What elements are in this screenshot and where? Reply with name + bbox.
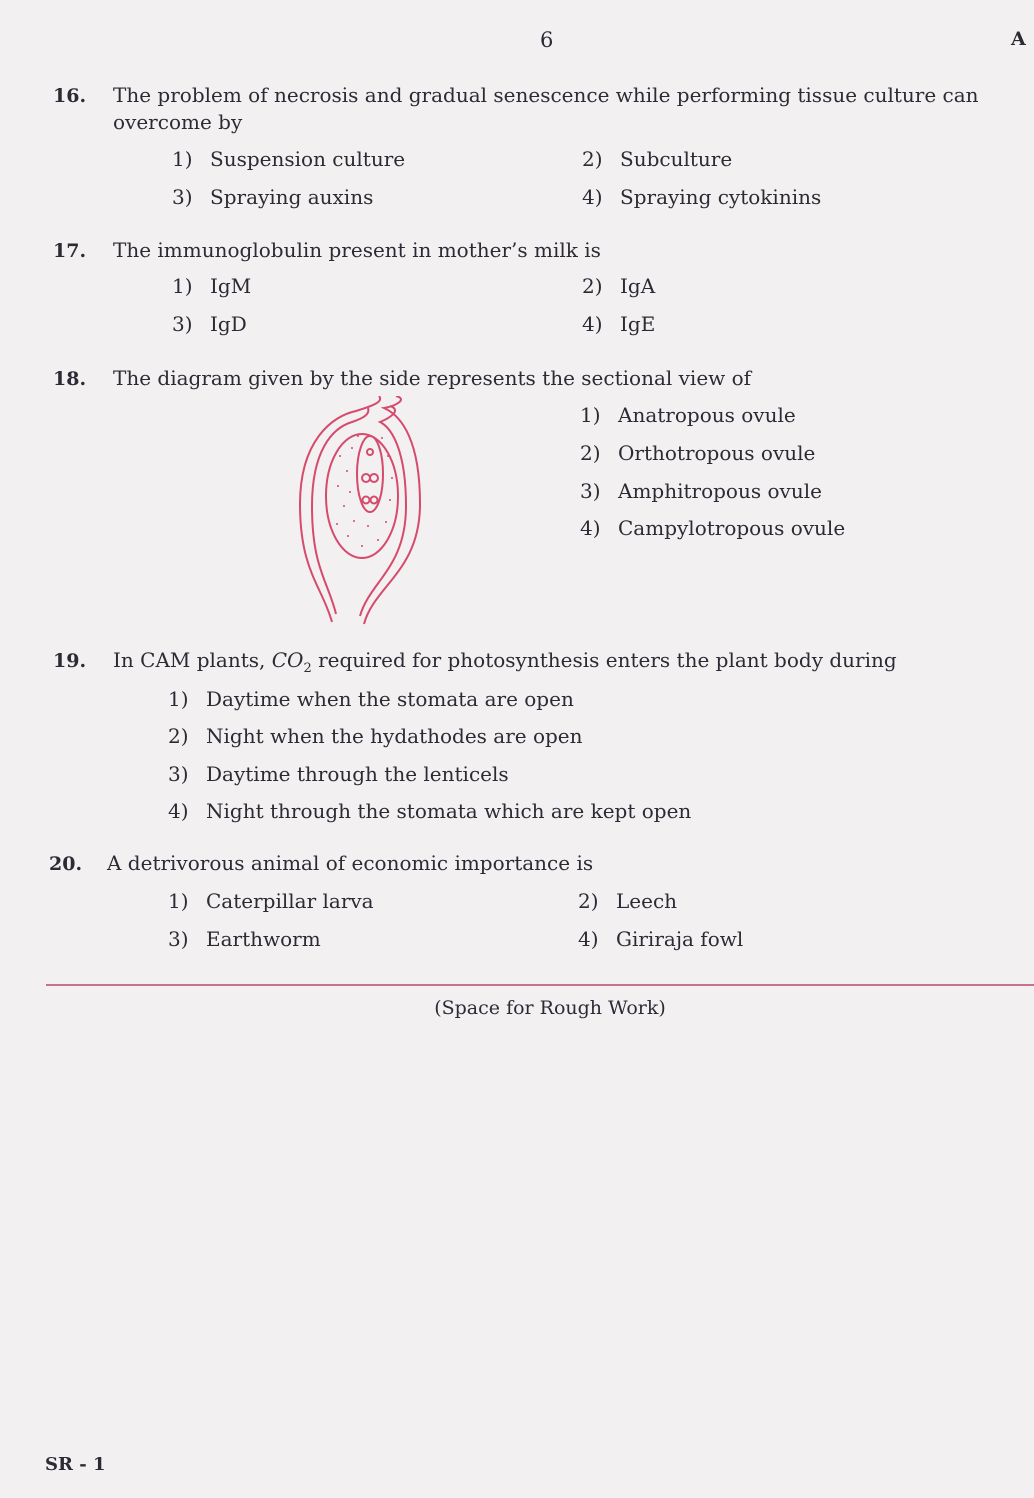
question-16-number: 16.: [53, 85, 87, 107]
question-20-option-1[interactable]: 1) Caterpillar larva: [168, 889, 374, 913]
footer-code: SR - 1: [45, 1454, 106, 1475]
question-17-number: 17.: [53, 240, 87, 262]
question-18-option-3[interactable]: 3) Amphitropous ovule: [580, 479, 822, 503]
question-19-number: 19.: [53, 650, 87, 672]
ovule-section-diagram: [292, 396, 442, 628]
set-code: A: [1011, 28, 1026, 50]
question-17-option-1[interactable]: 1) IgM: [172, 274, 252, 298]
question-18-option-4[interactable]: 4) Campylotropous ovule: [580, 516, 846, 540]
question-17-option-2[interactable]: 2) IgA: [582, 274, 656, 298]
question-16-option-1[interactable]: 1) Suspension culture: [172, 147, 406, 171]
question-17-option-3[interactable]: 3) IgD: [172, 312, 247, 336]
co2-formula: CO: [271, 648, 304, 672]
question-18-option-2[interactable]: 2) Orthotropous ovule: [580, 441, 816, 465]
question-19-option-2[interactable]: 2) Night when the hydathodes are open: [168, 724, 583, 748]
question-20-number: 20.: [49, 853, 83, 875]
page-number: 6: [540, 28, 554, 52]
question-20-option-4[interactable]: 4) Giriraja fowl: [578, 927, 744, 951]
question-19-option-3[interactable]: 3) Daytime through the lenticels: [168, 762, 509, 786]
question-16-option-2[interactable]: 2) Subculture: [582, 147, 733, 171]
question-19-option-1[interactable]: 1) Daytime when the stomata are open: [168, 687, 574, 711]
question-18-text: The diagram given by the side represents the sectional view of: [113, 366, 752, 390]
question-17-text: The immunoglobulin present in mother’s milk is: [113, 238, 601, 262]
question-16-text-line2: overcome by: [113, 110, 243, 134]
question-18-number: 18.: [53, 368, 87, 390]
question-16-option-4[interactable]: 4) Spraying cytokinins: [582, 185, 822, 209]
question-20-text: A detrivorous animal of economic importance is: [107, 851, 594, 875]
question-19-text: In CAM plants, $CO_2$ required for photosynthesis enters the plant body during: [113, 648, 897, 676]
question-20-option-2[interactable]: 2) Leech: [578, 889, 678, 913]
question-17-option-4[interactable]: 4) IgE: [582, 312, 656, 336]
question-16-text-line1: The problem of necrosis and gradual senescence while performing tissue culture can: [113, 83, 979, 107]
question-20-option-3[interactable]: 3) Earthworm: [168, 927, 321, 951]
question-16-option-3[interactable]: 3) Spraying auxins: [172, 185, 374, 209]
divider: [46, 984, 1034, 986]
rough-work-label: (Space for Rough Work): [434, 997, 666, 1019]
question-18-option-1[interactable]: 1) Anatropous ovule: [580, 403, 796, 427]
question-19-option-4[interactable]: 4) Night through the stomata which are kept open: [168, 799, 692, 823]
